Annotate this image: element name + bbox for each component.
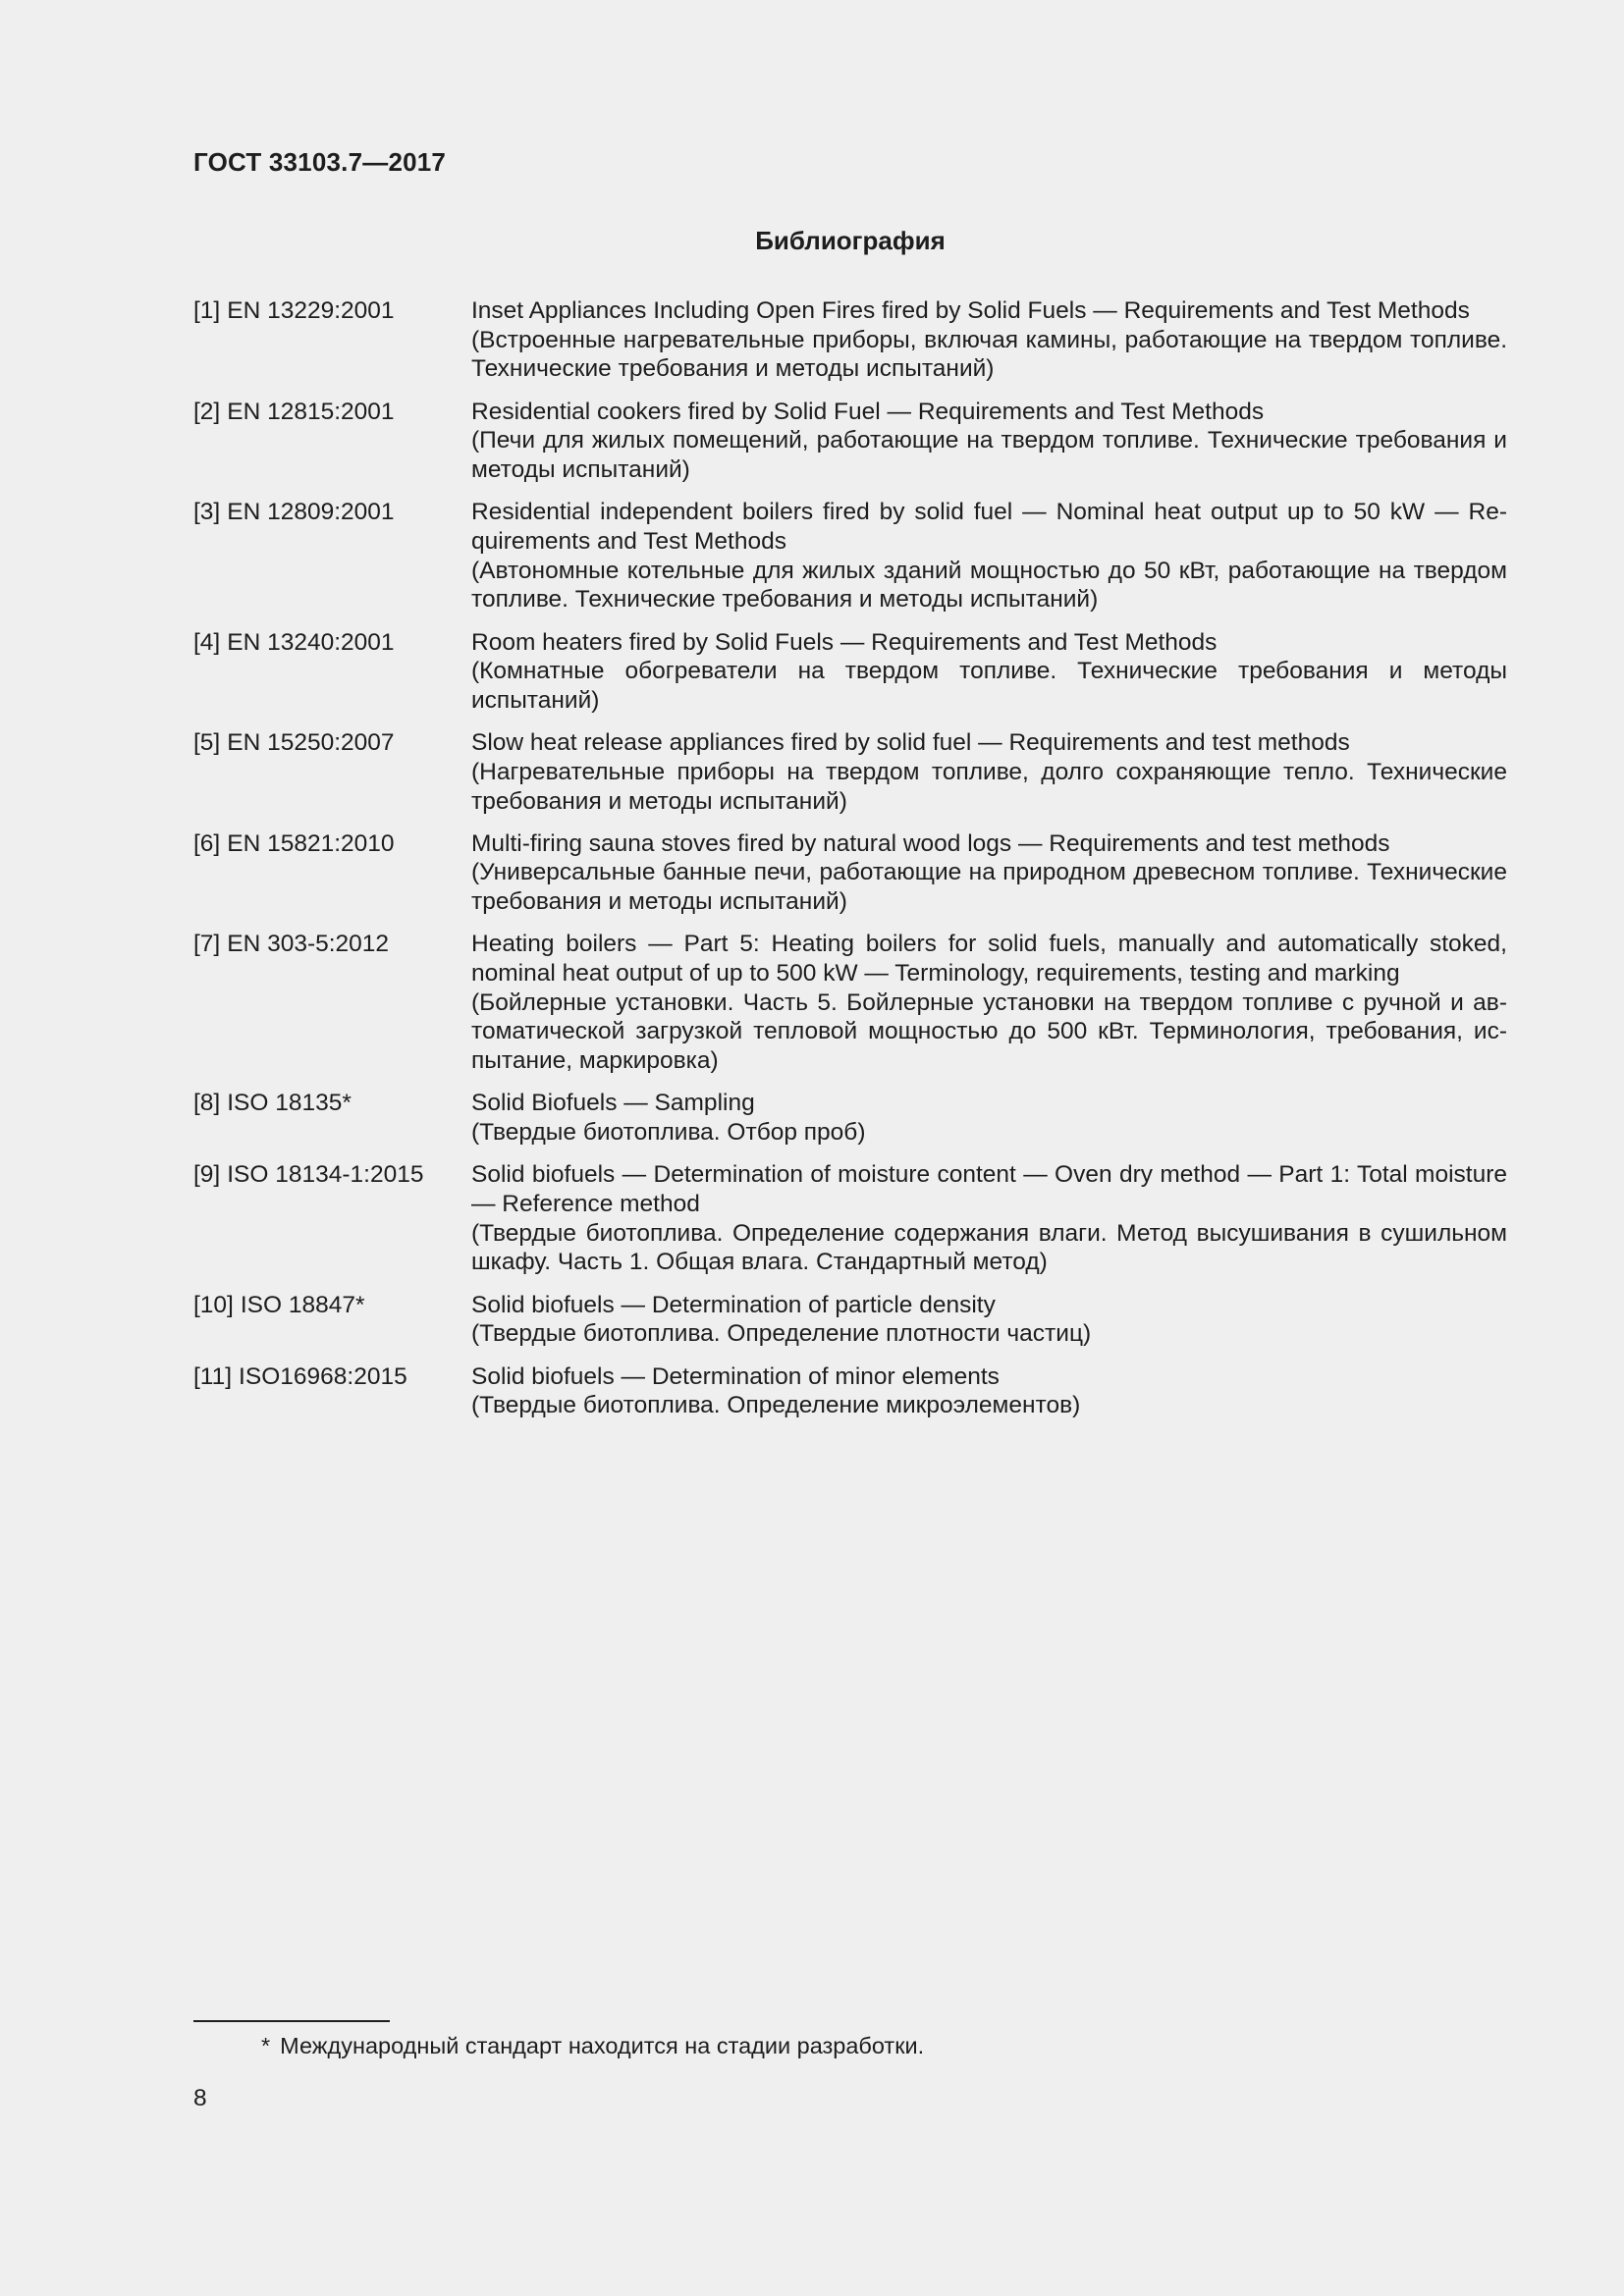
footnote	[261, 2033, 924, 2059]
entry-code: EN 12815:2001	[227, 398, 395, 425]
entry-title-ru: (Твердые биотоплива. Определение микроэлементов)	[471, 1392, 1081, 1419]
footnote-divider	[193, 2020, 390, 2022]
bibliography-entry	[193, 398, 1507, 485]
entry-reference	[193, 498, 471, 614]
footnote-mark: *	[261, 2033, 271, 2058]
entry-reference	[193, 1362, 471, 1420]
entry-title-ru: (Комнатные обогреватели на твердом топливе. Технические требования и методы испытаний)	[471, 658, 1507, 714]
entry-reference	[193, 398, 471, 485]
entry-description	[471, 1291, 1507, 1349]
bibliography-list	[193, 296, 1507, 1433]
bibliography-entry	[193, 1160, 1507, 1277]
entry-code: EN 13229:2001	[227, 297, 395, 324]
entry-code: ISO16968:2015	[239, 1362, 407, 1390]
entry-title-ru: (Нагревательные приборы на твердом топливе, долго сохраняющие тепло. Технические требования и методы испытаний)	[471, 758, 1507, 815]
entry-number: [11]	[193, 1362, 233, 1390]
entry-reference	[193, 1291, 471, 1349]
entry-number: [10]	[193, 1291, 234, 1318]
section-title: Библиография	[755, 226, 946, 255]
page-number: 8	[193, 2085, 207, 2111]
entry-number: [4]	[193, 628, 221, 656]
entry-code: ISO 18135*	[227, 1090, 352, 1117]
entry-title-ru: (Печи для жилых помещений, работающие на твердом топливе. Технические требования и методы испытаний)	[471, 427, 1507, 484]
entry-description	[471, 1362, 1507, 1420]
entry-description	[471, 398, 1507, 485]
bibliography-entry	[193, 628, 1507, 716]
entry-title-ru: (Твердые биотоплива. Определение плотности частиц)	[471, 1320, 1092, 1348]
entry-code: EN 303-5:2012	[227, 931, 390, 958]
entry-title-ru: (Автономные котельные для жилых зданий мощностью до 50 кВт, работающие на твердом топливе. Технические требования и методы испытаний)	[471, 557, 1507, 614]
entry-title-ru: (Встроенные нагревательные приборы, включая камины, работающие на твердом топливе. Технические требования и методы испытаний)	[471, 326, 1507, 383]
entry-description	[471, 1160, 1507, 1277]
entry-code: EN 15250:2007	[227, 729, 395, 757]
entry-reference	[193, 296, 471, 384]
entry-title-en: Slow heat release appliances fired by solid fuel — Requirements and test methods	[471, 729, 1350, 757]
entry-number: [3]	[193, 499, 221, 526]
bibliography-entry	[193, 296, 1507, 384]
bibliography-entry	[193, 1089, 1507, 1147]
entry-title-en: Solid biofuels — Determination of moisture content — Oven dry method — Part 1: Total moisture — Reference method	[471, 1161, 1507, 1217]
entry-title-en: Residential cookers fired by Solid Fuel — Requirements and Test Methods	[471, 398, 1265, 425]
entry-code: ISO 18134-1:2015	[227, 1161, 424, 1189]
entry-title-en: Multi-firing sauna stoves fired by natural wood logs — Requirements and test methods	[471, 829, 1390, 857]
entry-number: [2]	[193, 398, 221, 425]
entry-number: [9]	[193, 1161, 221, 1189]
entry-title-ru: (Универсальные банные печи, работающие на природном древесном топливе. Технические требования и методы испытаний)	[471, 859, 1507, 916]
entry-description	[471, 930, 1507, 1076]
bibliography-entry	[193, 498, 1507, 614]
entry-reference	[193, 930, 471, 1076]
bibliography-entry	[193, 1291, 1507, 1349]
entry-description	[471, 829, 1507, 917]
entry-number: [8]	[193, 1090, 221, 1117]
bibliography-entry	[193, 829, 1507, 917]
entry-reference	[193, 1089, 471, 1147]
footnote-text: Международный стандарт находится на стадии разработки.	[280, 2033, 925, 2058]
entry-reference	[193, 728, 471, 816]
entry-title-en: Inset Appliances Including Open Fires fired by Solid Fuels — Requirements and Test Methods	[471, 297, 1470, 324]
entry-number: [6]	[193, 829, 221, 857]
document-header: ГОСТ 33103.7—2017	[193, 147, 447, 177]
entry-title-en: Solid Biofuels — Sampling	[471, 1090, 755, 1117]
entry-code: EN 13240:2001	[227, 628, 395, 656]
entry-reference	[193, 829, 471, 917]
bibliography-entry	[193, 728, 1507, 816]
entry-title-en: Residential independent boilers fired by solid fuel — Nominal heat output up to 50 kW — Requirements and Test Methods	[471, 499, 1507, 555]
entry-description	[471, 628, 1507, 716]
bibliography-entry	[193, 930, 1507, 1076]
entry-number: [1]	[193, 297, 221, 324]
entry-number: [5]	[193, 729, 221, 757]
entry-title-en: Room heaters fired by Solid Fuels — Requirements and Test Methods	[471, 628, 1218, 656]
entry-number: [7]	[193, 931, 221, 958]
entry-reference	[193, 1160, 471, 1277]
entry-description	[471, 296, 1507, 384]
entry-description	[471, 1089, 1507, 1147]
entry-title-ru: (Твердые биотоплива. Определение содержания влаги. Метод высушивания в сушильном шкафу. Часть 1. Общая влага. Стандартный метод)	[471, 1219, 1507, 1276]
entry-code: EN 12809:2001	[227, 499, 395, 526]
entry-title-en: Solid biofuels — Determination of minor elements	[471, 1362, 1000, 1390]
bibliography-entry	[193, 1362, 1507, 1420]
entry-description	[471, 728, 1507, 816]
entry-title-ru: (Твердые биотоплива. Отбор проб)	[471, 1119, 866, 1147]
entry-code: ISO 18847*	[240, 1291, 365, 1318]
entry-code: EN 15821:2010	[227, 829, 395, 857]
entry-description	[471, 498, 1507, 614]
entry-title-en: Solid biofuels — Determination of particle density	[471, 1291, 996, 1318]
entry-title-ru: (Бойлерные установки. Часть 5. Бойлерные установки на твердом топливе с ручной и автоматической загрузкой тепловой мощностью до 500 кВт. Терминология, требования, испытание, маркировка)	[471, 988, 1507, 1075]
entry-reference	[193, 628, 471, 716]
entry-title-en: Heating boilers — Part 5: Heating boilers for solid fuels, manually and automatically stoked, nominal heat output of up to 500 kW — Terminology, requirements, testing and marking	[471, 931, 1507, 988]
